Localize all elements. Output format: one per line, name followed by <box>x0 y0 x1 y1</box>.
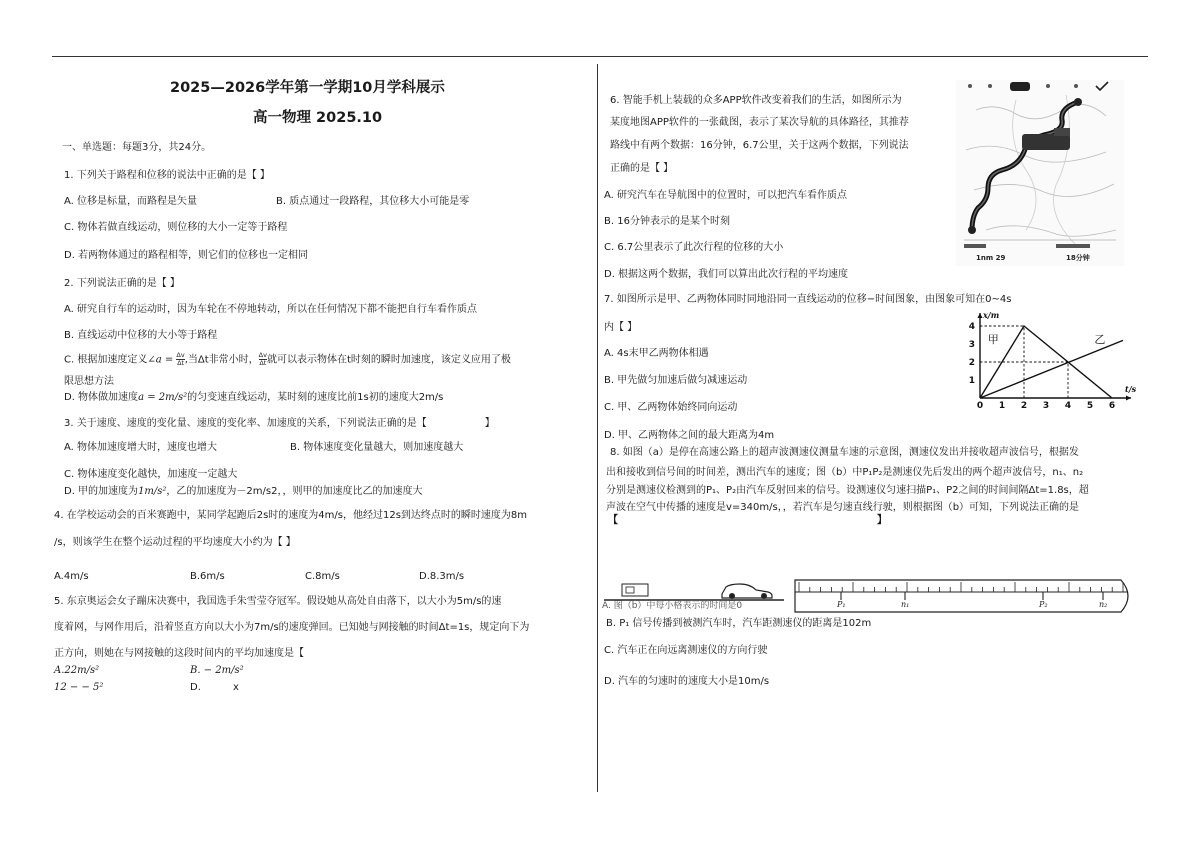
x-tick-label: 3 <box>1042 401 1050 410</box>
q6-line2: 某度地图APP软件的一张截图，表示了某次导航的具体路径，其推荐 <box>610 117 909 128</box>
q2-c-formula: ∠a = <box>147 354 177 366</box>
q8-option-d: D. 汽车的匀速时的速度大小是10m/s <box>604 676 770 687</box>
q2-option-a: A. 研究自行车的运动时，因为车轮在不停地转动，所以在任何情况下都不能把自行车看作质点 <box>64 304 478 315</box>
map-app-screenshot <box>956 80 1124 266</box>
q6-line3: 路线中有两个数据：16分钟，6.7公里，关于这两个数据，下列说法 <box>610 140 909 151</box>
position-time-chart <box>962 310 1152 410</box>
y-tick-label: 4 <box>968 322 975 332</box>
map-route-drawing <box>956 80 1124 266</box>
q7-line1: 7. 如图所示是甲、乙两物体同时同地沿同一直线运动的位移−时间图象，由图象可知在0~4s <box>604 294 1012 305</box>
signal-ruler-figure-b <box>791 578 1136 614</box>
x-axis-label: t/s <box>1125 384 1137 394</box>
q8-option-c: C. 汽车正在向远离测速仪的方向行驶 <box>604 645 768 656</box>
q2-c-fraction: $\frac{\Delta v}{\Delta t}$ <box>176 351 185 367</box>
q4-option-a: A.4m/s <box>54 571 89 582</box>
ruler-label-p2: P₂ <box>1039 600 1048 609</box>
q2-option-d: D. 物体做加速度a = 2m/s²的匀变速直线运动，某时刻的速度比前1s初的速度大2m/s <box>64 392 444 403</box>
q7-option-a: A. 4s末甲乙两物体相遇 <box>604 348 709 359</box>
ruler-label-p1: P₁ <box>837 600 846 609</box>
q8-line3: 分别是测速仪检测到的P₁、P₂由汽车反射回来的信号。设测速仪匀速扫描P₁、P2之间的时间间隔Δt=1.8s，超 <box>606 485 1089 496</box>
q5-option-c: 12 − − 5² <box>54 682 104 693</box>
q2-stem: 2. 下列说法正确的是【 】 <box>64 278 180 289</box>
y-tick-label: 3 <box>968 340 975 350</box>
q8-bracket-open: 【 <box>608 515 618 526</box>
q3-option-a: A. 物体加速度增大时，速度也增大 <box>64 442 218 453</box>
y-tick-label: 2 <box>968 358 975 368</box>
exam-title: 2025—2026学年第一学期10月学科展示 <box>170 80 445 96</box>
q4-option-d: D.8.3m/s <box>419 571 465 582</box>
y-tick-label: 1 <box>968 376 975 386</box>
y-axis-arrow <box>978 313 983 318</box>
q3-stem: 3. 关于速度、速度的变化量、速度的变化率、加速度的关系，下列说法正确的是【 】 <box>64 418 495 429</box>
q5-option-d-extra: x <box>233 682 239 693</box>
q3-d-formula: 1m/s² <box>138 486 167 497</box>
q6-line4: 正确的是【 】 <box>610 163 674 174</box>
series-yi-label: 乙 <box>1094 333 1106 347</box>
q4-line2: /s，则该学生在整个运动过程的平均速度大小约为【 】 <box>54 537 296 548</box>
q8-option-b: B. P₁ 信号传播到被测汽车时，汽车距测速仪的距离是102m <box>606 618 872 629</box>
q3-option-d: D. 甲的加速度为1m/s²，乙的加速度为－2m/s2，，则甲的加速度比乙的加速度大 <box>64 486 423 497</box>
q5-line2: 度着网，与网作用后，沿着竖直方向以大小为7m/s的速度弹回。已知她与网接触的时间Δt=1s，规定向下为 <box>54 622 530 633</box>
q4-option-c: C.8m/s <box>305 571 340 582</box>
q6-line1: 6. 智能手机上装载的众多APP软件改变着我们的生活，如图所示为 <box>610 95 902 106</box>
y-axis-label: x/m <box>983 310 1000 320</box>
q8-line4: 声波在空气中传播的速度是v=340m/s，，若汽车是匀速直线行驶，则根据图（b）可知，下列说法正确的是 <box>606 502 1080 513</box>
q8-line1: 8. 如图（a）是停在高速公路上的超声波测速仪测量车速的示意图，测速仪发出并接收超声波信号，根据发 <box>610 447 1079 458</box>
q2-c-post: 就可以表示物体在t时刻的瞬时加速度，该定义应用了极 <box>266 354 511 366</box>
q4-option-b: B.6m/s <box>190 571 225 582</box>
column-divider <box>597 64 598 792</box>
q8-bracket-close: 】 <box>877 515 887 526</box>
q1-option-c: C. 物体若做直线运动，则位移的大小一定等于路程 <box>64 222 288 233</box>
q1-option-b: B. 质点通过一段路程，其位移大小可能是零 <box>276 196 470 207</box>
x-tick-label: 4 <box>1064 401 1072 410</box>
q2-d-formula: a = 2m/s² <box>138 392 188 403</box>
q2-option-c-line2: 限思想方法 <box>64 376 114 387</box>
series-jia-label: 甲 <box>987 333 999 347</box>
map-label-left: 1nm 29 <box>976 254 1006 262</box>
q2-c-mid: ,当Δt非常小时， <box>184 354 259 366</box>
q6-option-b: B. 16分钟表示的是某个时刻 <box>604 216 730 227</box>
q5-option-d: D. <box>190 682 201 693</box>
x-axis-arrow <box>1126 396 1131 401</box>
q8-option-a-partial: A. 图（b）中每小格表示的时间是0 <box>602 601 743 611</box>
q6-option-c: C. 6.7公里表示了此次行程的位移的大小 <box>604 242 784 253</box>
q2-c-fraction-2: $\frac{\Delta v}{\Delta t}$ <box>258 351 267 367</box>
q7-option-c: C. 甲、乙两物体始终同向运动 <box>604 402 738 413</box>
q2-option-b: B. 直线运动中位移的大小等于路程 <box>64 330 218 341</box>
q3-option-b: B. 物体速度变化量越大，则加速度越大 <box>290 442 464 453</box>
q4-line1: 4. 在学校运动会的百米赛跑中，某同学起跑后2s时的速度为4m/s，他经过12s到达终点时的瞬时速度为8m <box>54 510 528 521</box>
q1-option-d: D. 若两物体通过的路程相等，则它们的位移也一定相同 <box>64 250 309 261</box>
q1-stem: 1. 下列关于路程和位移的说法中正确的是【 】 <box>64 170 270 181</box>
map-label-right: 18分钟 <box>1066 254 1090 262</box>
ruler-label-n1: n₁ <box>901 600 910 609</box>
q1-option-a: A. 位移是标量，而路程是矢量 <box>64 196 198 207</box>
x-tick-label: 6 <box>1108 401 1116 410</box>
q6-option-a: A. 研究汽车在导航图中的位置时，可以把汽车看作质点 <box>604 190 848 201</box>
x-tick-label: 2 <box>1020 401 1028 410</box>
section-heading: 一、单选题：每题3分，共24分。 <box>62 142 212 153</box>
q5-option-a: A.22m/s² <box>54 665 100 676</box>
exam-subtitle: 高一物理 2025.10 <box>253 110 383 126</box>
q3-option-c: C. 物体速度变化越快，加速度一定越大 <box>64 469 238 480</box>
q2-option-c <box>64 352 511 367</box>
q8-line2: 出和接收到信号间的时间差，测出汽车的速度；图（b）中P₁P₂是测速仪先后发出的两个超声波信号，n₁、n₂ <box>606 467 1084 478</box>
x-tick-label: 1 <box>998 401 1006 410</box>
q7-line2: 内【 】 <box>604 322 638 333</box>
q7-option-b: B. 甲先做匀加速后做匀减速运动 <box>604 375 748 386</box>
x-tick-label: 0 <box>976 401 984 410</box>
q2-c-pre: C. 根据加速度定义 <box>64 354 148 366</box>
ruler-label-n2: n₂ <box>1099 600 1108 609</box>
top-rule <box>52 56 1148 57</box>
q7-option-d: D. 甲、乙两物体之间的最大距离为4m <box>604 430 775 441</box>
speed-meter-figure-a <box>604 578 784 602</box>
q5-line3: 正方向，则她在与网接触的这段时间内的平均加速度是【 <box>54 648 304 659</box>
q5-option-b: B. − 2m/s² <box>190 665 244 676</box>
q6-option-d: D. 根据这两个数据，我们可以算出此次行程的平均速度 <box>604 269 849 280</box>
x-tick-label: 5 <box>1086 401 1094 410</box>
q5-line1: 5. 东京奥运会女子蹦床决赛中，我国选手朱雪莹夺冠军。假设她从高处自由落下，以大小为5m/s的速 <box>54 596 502 607</box>
